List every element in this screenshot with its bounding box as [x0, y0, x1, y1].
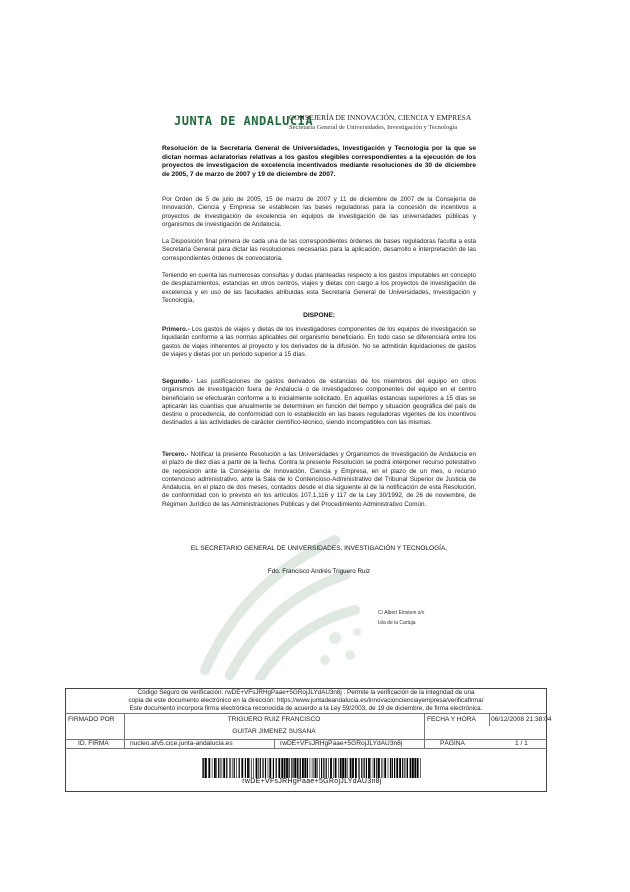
- barcode-bar: [328, 758, 329, 778]
- tercero-text: Notificar la presente Resolución a las Universidades y Organismos de Investigación de Andalucía en el plazo de diez días a partir de la fecha. Contra la presente Resolución se podrá interponer recurso potestativo de reposición ante la Consejería de Innovación, Ciencia y Empresa, en el plazo de un mes, o recurso contencioso administrativo, ante la Sala de lo Contencioso-Administrativo del Tribunal Superior de Justicia de Andalucía, en el plazo de dos meses, contados desde el día siguiente al de la notificación de esta Resolución, de conformidad con lo previsto en los artículos 107.1,116 y 117 de la Ley 30/1992, de 26 de noviembre, de Régimen Jurídico de las Administraciones Públicas y del Procedimiento Administrativo Común.: [162, 451, 476, 508]
- barcode-bar: [202, 758, 203, 778]
- barcode-bar: [317, 758, 318, 778]
- pagina-value: 1 / 1: [515, 740, 528, 747]
- barcode-bar: [394, 758, 395, 778]
- dispone-heading: DISPONE:: [303, 312, 335, 319]
- barcode-bar: [212, 758, 213, 778]
- consejeria-title: CONSEJERÍA DE INNOVACIÓN, CIENCIA Y EMPRESA: [289, 113, 472, 122]
- barcode-bar: [203, 758, 204, 778]
- barcode-bar: [406, 758, 407, 778]
- barcode-bar: [281, 758, 283, 778]
- table-divider: [274, 739, 275, 748]
- barcode-bar: [364, 758, 365, 778]
- barcode-bar: [319, 758, 320, 778]
- barcode-bar: [299, 758, 300, 778]
- barcode-bar: [399, 758, 401, 778]
- verification-line-1: Código Seguro de verificación: rwDE+VFsJRHgPaae+5GRojJLYdAU3n8j . Permite la verificación de la integridad de una: [137, 689, 475, 696]
- barcode-bar: [373, 758, 374, 778]
- barcode-bar: [226, 758, 227, 778]
- andalucia-emblem-watermark: [185, 520, 375, 680]
- barcode-image: [200, 758, 424, 778]
- barcode-bar: [361, 758, 362, 778]
- article-tercero: [162, 451, 476, 509]
- barcode-bar: [276, 758, 277, 778]
- table-divider: [65, 713, 547, 714]
- barcode-bar: [268, 758, 269, 778]
- barcode-bar: [256, 758, 258, 778]
- barcode-bar: [310, 758, 311, 778]
- barcode-bar: [315, 758, 317, 778]
- barcode-bar: [371, 758, 372, 778]
- barcode-bar: [214, 758, 216, 778]
- barcode-bar: [239, 758, 240, 778]
- barcode-bar: [323, 758, 324, 778]
- paragraph-2: La Disposición final primera de cada una de las correspondientes órdenes de bases reguladoras faculta a esta Secretaría General para dictar las resoluciones necesarias para la aplicación, desarrollo e interpretación de las correspondientes órdenes de convocatoria.: [162, 238, 476, 262]
- barcode-bar: [407, 758, 408, 778]
- barcode-bar: [205, 758, 207, 778]
- barcode-bar: [412, 758, 414, 778]
- barcode-bar: [314, 758, 315, 778]
- barcode-bar: [230, 758, 231, 778]
- table-divider: [489, 713, 490, 726]
- address-line-2: Isla de la Cartuja: [378, 620, 416, 626]
- barcode-bar: [368, 758, 370, 778]
- barcode-bar: [374, 758, 375, 778]
- barcode-bar: [223, 758, 225, 778]
- barcode-bar: [250, 758, 251, 778]
- barcode-bar: [321, 758, 322, 778]
- barcode-bar: [265, 758, 266, 778]
- barcode-bar: [420, 758, 421, 778]
- barcode-bar: [297, 758, 298, 778]
- barcode-bar: [330, 758, 332, 778]
- barcode-bar: [245, 758, 246, 778]
- barcode-bar: [342, 758, 344, 778]
- id-host: nucleo.afv5.cice.junta-andalucia.es: [130, 740, 233, 747]
- barcode-bar: [236, 758, 237, 778]
- barcode-bar: [348, 758, 349, 778]
- barcode-bar: [229, 758, 230, 778]
- barcode-bar: [300, 758, 301, 778]
- barcode-bar: [220, 758, 221, 778]
- barcode-bar: [208, 758, 210, 778]
- barcode-bar: [358, 758, 359, 778]
- barcode-bar: [293, 758, 294, 778]
- pagina-label: PÁGINA: [440, 740, 465, 747]
- signer-title: EL SECRETARIO GENERAL DE UNIVERSIDADES, INVESTIGACIÓN Y TECNOLOGÍA,: [190, 545, 448, 552]
- barcode-bar: [410, 758, 412, 778]
- barcode-bar: [289, 758, 290, 778]
- primero-label: Primero.-: [162, 326, 190, 333]
- barcode-bar: [251, 758, 252, 778]
- paragraph-3: Teniendo en cuenta las numerosas consultas y dudas planteadas respecto a los gastos imputables en concepto de desplazamientos, estancias en otros centros, viajes y dietas con cargo a los proyectos de investigación de excelencia y en uso de las facultades atribuidas esta Secretaría General de Universidades, Investigación y Tecnología,: [162, 272, 476, 304]
- verification-line-3: Este documento incorpora firma electrónica reconocida de acuerdo a la Ley 59/2003, de 19 de diciembre, de firma electrónica.: [129, 705, 483, 712]
- barcode-bar: [269, 758, 271, 778]
- barcode-bar: [383, 758, 384, 778]
- primero-text: Los gastos de viajes y dietas de los investigadores componentes de los equipos de investigación se liquidarán conforme a las normas aplicables del organismo beneficiario. En todo caso se diferenciará entre los gastos de viajes inherentes al proyecto y los derivados de la difusión. No se admitirán liquidaciones de gastos de viajes y dietas por un periodo superior a 15 días.: [162, 326, 476, 358]
- table-divider: [65, 748, 547, 749]
- barcode-bar: [388, 758, 389, 778]
- barcode-bar: [333, 758, 334, 778]
- barcode-bar: [286, 758, 288, 778]
- barcode-bar: [216, 758, 217, 778]
- barcode-bar: [232, 758, 233, 778]
- barcode-bar: [222, 758, 223, 778]
- table-divider: [424, 713, 425, 748]
- fecha-label: FECHA Y HORA: [427, 716, 476, 723]
- barcode-bar: [366, 758, 367, 778]
- barcode-bar: [417, 758, 419, 778]
- barcode-bar: [247, 758, 249, 778]
- barcode-bar: [291, 758, 292, 778]
- junta-logo-text: JUNTA DE ANDALUCIA: [174, 114, 314, 128]
- paragraph-1: Por Orden de 5 de julio de 2005, 15 de marzo de 2007 y 11 de diciembre de 2007 de la Consejería de Innovación, Ciencia y Empresa se establecen las bases reguladoras para la concesión de incentivos a proyectos de investigación de excelencia en equipos de investigación de las universidades públicas y organismos de investigación de Andalucía.: [162, 196, 476, 228]
- signer-name: Fdo. Francisco Andrés Triguero Ruiz: [267, 568, 371, 575]
- address-line-1: C/ Albert Einstein s/n: [378, 610, 425, 616]
- segundo-label: Segundo.-: [162, 378, 193, 385]
- barcode-bar: [376, 758, 377, 778]
- barcode-bar: [273, 758, 274, 778]
- secretaria-subtitle: Secretaría General de Universidades, Investigación y Tecnología: [289, 124, 458, 131]
- barcode-bar: [384, 758, 386, 778]
- tercero-label: Tercero.-: [162, 451, 189, 458]
- id-code: rwDE+VFsJRHgPaae+5GRojJLYdAU3n8j: [280, 740, 403, 747]
- barcode-bar: [335, 758, 337, 778]
- barcode-bar: [241, 758, 243, 778]
- barcode-bar: [404, 758, 405, 778]
- barcode-bar: [312, 758, 313, 778]
- barcode-bar: [263, 758, 264, 778]
- barcode-bar: [234, 758, 235, 778]
- barcode-bar: [378, 758, 380, 778]
- barcode-bar: [262, 758, 263, 778]
- barcode-bar: [260, 758, 261, 778]
- verification-line-2: copia de este documento electrónico en la dirección: https://www.juntadeandalucia.es/innovacioncienciayempresa/verificafirma/: [128, 697, 484, 704]
- barcode-bar: [284, 758, 286, 778]
- barcode-bar: [396, 758, 398, 778]
- barcode-bar: [392, 758, 393, 778]
- barcode-caption: rwDE+VFsJRHgPaae+5GRojJLYdAU3n8j: [242, 778, 382, 785]
- barcode-bar: [218, 758, 219, 778]
- barcode-bar: [355, 758, 357, 778]
- barcode-bar: [352, 758, 354, 778]
- barcode-bar: [414, 758, 416, 778]
- barcode-bar: [381, 758, 382, 778]
- article-primero: [162, 326, 476, 359]
- segundo-text: Las justificaciones de gastos derivados de estancias de los miembros del equipo en otros organismos de investigación fuera de Andalucía o de investigadores componentes del equipo en el centro beneficiario se efectuarán conforme a lo inicialmente solicitado. En aquellas estancias superiores a 15 días se aplicarán las cuantías que anualmente se determinen en función del tiempo y situación geográfica del país de destino o procedencia, de conformidad con lo establecido en las bases reguladoras vigentes de los incentivos destinados a las actividades de carácter científico-técnico, siendo incompatibles con las mismas.: [162, 378, 476, 427]
- barcode-bar: [278, 758, 280, 778]
- barcode-bar: [304, 758, 306, 778]
- barcode-bar: [253, 758, 254, 778]
- firmado-por-label: FIRMADO POR: [68, 716, 115, 723]
- barcode-bar: [307, 758, 308, 778]
- fecha-value: 06/12/2008 21:38:04: [491, 716, 552, 723]
- barcode-bar: [326, 758, 327, 778]
- barcode-bar: [340, 758, 342, 778]
- barcode-bar: [302, 758, 304, 778]
- barcode-bar: [345, 758, 347, 778]
- barcode-bar: [294, 758, 296, 778]
- id-firma-label: ID. FIRMA: [78, 740, 109, 747]
- barcode-bar: [390, 758, 391, 778]
- article-segundo: [162, 378, 476, 428]
- signer-2: GUITAR JIMENEZ SUSANA: [232, 728, 316, 735]
- signer-1: TRIGUERO RUIZ FRANCISCO: [227, 716, 321, 723]
- barcode-bar: [402, 758, 403, 778]
- barcode-bar: [258, 758, 259, 778]
- document-title: Resolución de la Secretaría General de Universidades, Investigación y Tecnología por la que se dictan normas aclaratorias relativas a los gastos elegibles correspondientes a la ejecución de los proyectos de investigación de excelencia incentivados mediante resoluciones de 30 de diciembre de 2005, 7 de marzo de 2007 y 19 de diciembre de 2007.: [162, 145, 476, 178]
- barcode-bar: [350, 758, 352, 778]
- barcode-bar: [338, 758, 339, 778]
